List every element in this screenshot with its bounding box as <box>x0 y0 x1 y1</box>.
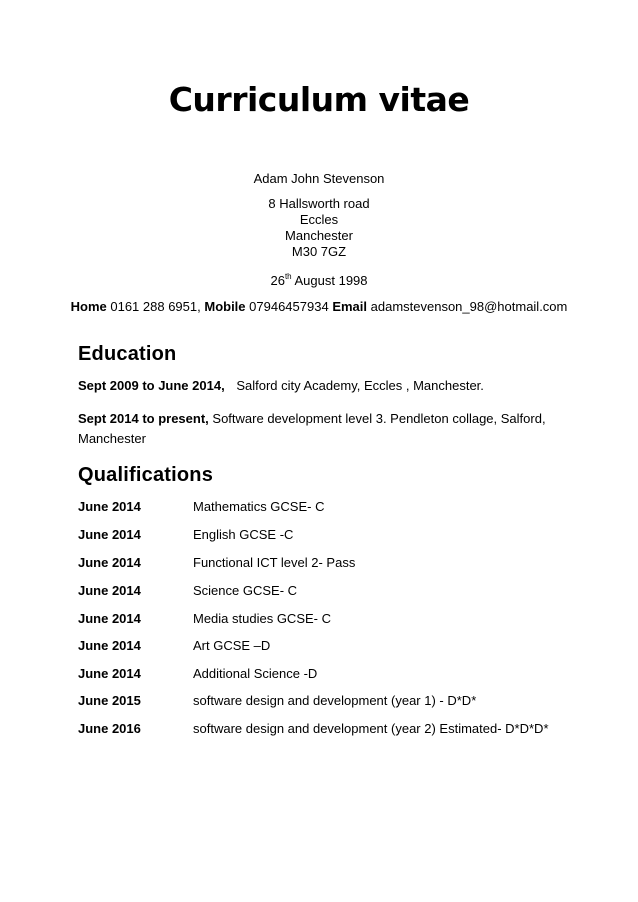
address-line: 8 Hallsworth road <box>268 196 370 211</box>
qualification-row <box>78 527 578 545</box>
qualification-date: June 2014 <box>78 555 141 570</box>
home-phone: 0161 288 6951, <box>110 299 201 314</box>
qualification-row <box>78 721 578 739</box>
contact-line <box>0 299 638 315</box>
education-date: Sept 2009 to June 2014, <box>78 378 225 393</box>
qualification-desc: English GCSE -C <box>193 527 294 542</box>
education-detail: Salford city Academy, Eccles , Manchester. <box>236 378 484 393</box>
education-entry <box>78 409 558 449</box>
address-block <box>0 196 638 260</box>
qualification-row <box>78 693 578 711</box>
qualification-desc: software design and development (year 2) Estimated- D*D*D* <box>193 721 549 736</box>
qualification-date: June 2014 <box>78 583 141 598</box>
education-date: Sept 2014 to present, <box>78 411 209 426</box>
qualifications-heading: Qualifications <box>78 464 214 486</box>
email-address: adamstevenson_98@hotmail.com <box>370 299 568 314</box>
qualification-desc: Art GCSE –D <box>193 638 271 653</box>
qualification-date: June 2016 <box>78 721 141 736</box>
qualification-row <box>78 583 578 601</box>
qualification-date: June 2014 <box>78 666 141 681</box>
dob-suffix: th <box>284 272 292 281</box>
qualification-date: June 2014 <box>78 499 141 514</box>
qualification-date: June 2015 <box>78 693 141 708</box>
address-line: Eccles <box>299 212 339 227</box>
qualification-date: June 2014 <box>78 527 141 542</box>
qualification-desc: Additional Science -D <box>193 666 318 681</box>
full-name: Adam John Stevenson <box>253 171 385 186</box>
education-entry <box>78 376 558 396</box>
email-label: Email <box>332 299 367 314</box>
qualification-row <box>78 555 578 573</box>
qualification-desc: Functional ICT level 2- Pass <box>193 555 356 570</box>
address-line: Manchester <box>285 228 353 243</box>
page-title: Curriculum vitae <box>168 80 470 119</box>
mobile-label: Mobile <box>204 299 246 314</box>
address-line: M30 7GZ <box>291 244 347 259</box>
dob-day: 26 <box>270 273 285 288</box>
qualification-row <box>78 611 578 629</box>
education-detail: Software development level 3. Pendleton collage, Salford, Manchester <box>78 411 546 446</box>
qualification-desc: Media studies GCSE- C <box>193 611 331 626</box>
qualification-row <box>78 638 578 656</box>
qualification-date: June 2014 <box>78 611 141 626</box>
mobile-phone: 07946457934 <box>249 299 329 314</box>
education-heading: Education <box>78 343 177 365</box>
home-label: Home <box>70 299 107 314</box>
qualification-desc: Science GCSE- C <box>193 583 298 598</box>
dob-rest: August 1998 <box>294 273 368 288</box>
qualification-row <box>78 666 578 684</box>
qualification-desc: software design and development (year 1) - D*D* <box>193 693 477 708</box>
qualification-row <box>78 499 578 517</box>
date-of-birth <box>0 273 638 289</box>
qualification-desc: Mathematics GCSE- C <box>193 499 325 514</box>
qualification-date: June 2014 <box>78 638 141 653</box>
